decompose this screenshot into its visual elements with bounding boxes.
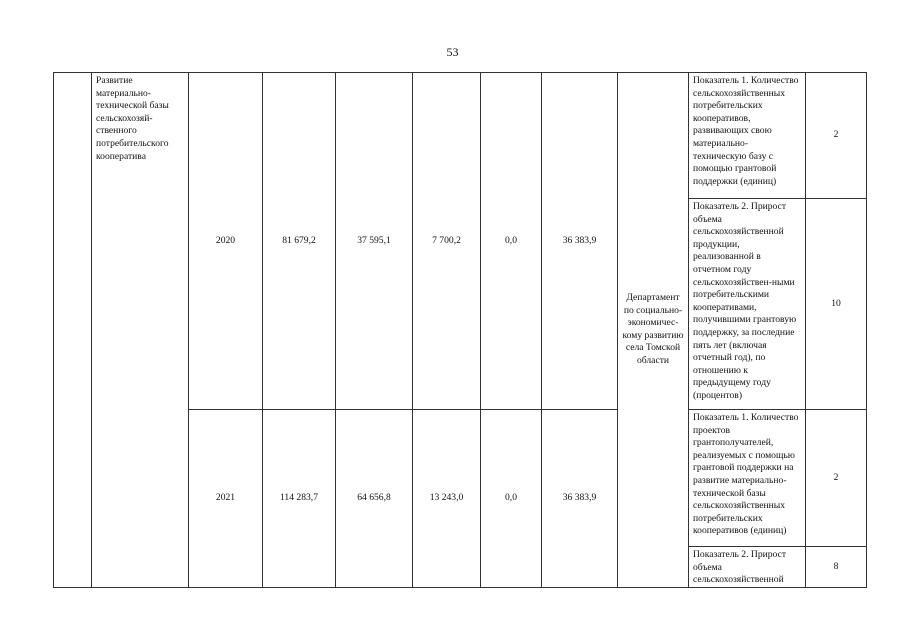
department-cell: Департамент по социально-экономичес-кому развитию села Томской области xyxy=(618,73,689,588)
indicator-text-cell: Показатель 1. Количество проектов грантополучателей, реализуемых с помощью грантовой поддержки на развитие материально-технической базы сельскохозяйственных потребительских кооперативов (единиц) xyxy=(689,410,806,547)
indicator-value-cell: 2 xyxy=(806,73,867,199)
extrabudget-cell: 36 383,9 xyxy=(542,73,618,410)
row-number-cell xyxy=(54,73,92,588)
indicator-text-cell: Показатель 2. Прирост объема сельскохозяйственной продукции, реализованной в отчетном году сельскохозяйствен-ными потребительскими кооперативами, получившими грантовую поддержку, за последние пять лет (включая отчетный год), по отношению к предыдущему году (процентов) xyxy=(689,199,806,410)
local-budget-cell: 0,0 xyxy=(481,73,542,410)
indicator-value-cell: 10 xyxy=(806,199,867,410)
indicator-text-cell: Показатель 1. Количество сельскохозяйственных потребительских кооперативов, развивающих свою материально-техническую базу с помощью грантовой поддержки (единиц) xyxy=(689,73,806,199)
indicator-text-cell: Показатель 2. Прирост объема сельскохозяйственной xyxy=(689,547,806,588)
program-table xyxy=(53,72,867,588)
total-funding-cell: 81 679,2 xyxy=(263,73,336,410)
federal-budget-cell: 37 595,1 xyxy=(336,73,413,410)
year-cell: 2021 xyxy=(189,410,263,588)
total-funding-cell: 114 283,7 xyxy=(263,410,336,588)
indicator-value-cell: 2 xyxy=(806,410,867,547)
regional-budget-cell: 13 243,0 xyxy=(413,410,481,588)
measure-name-cell: Развитие материально-технической базы сельскохозяй-ственного потребительского кооператива xyxy=(92,73,189,588)
federal-budget-cell: 64 656,8 xyxy=(336,410,413,588)
indicator-value-cell: 8 xyxy=(806,547,867,588)
extrabudget-cell: 36 383,9 xyxy=(542,410,618,588)
regional-budget-cell: 7 700,2 xyxy=(413,73,481,410)
local-budget-cell: 0,0 xyxy=(481,410,542,588)
table-row xyxy=(54,73,867,199)
page-number: 53 xyxy=(446,45,459,59)
year-cell: 2020 xyxy=(189,73,263,410)
